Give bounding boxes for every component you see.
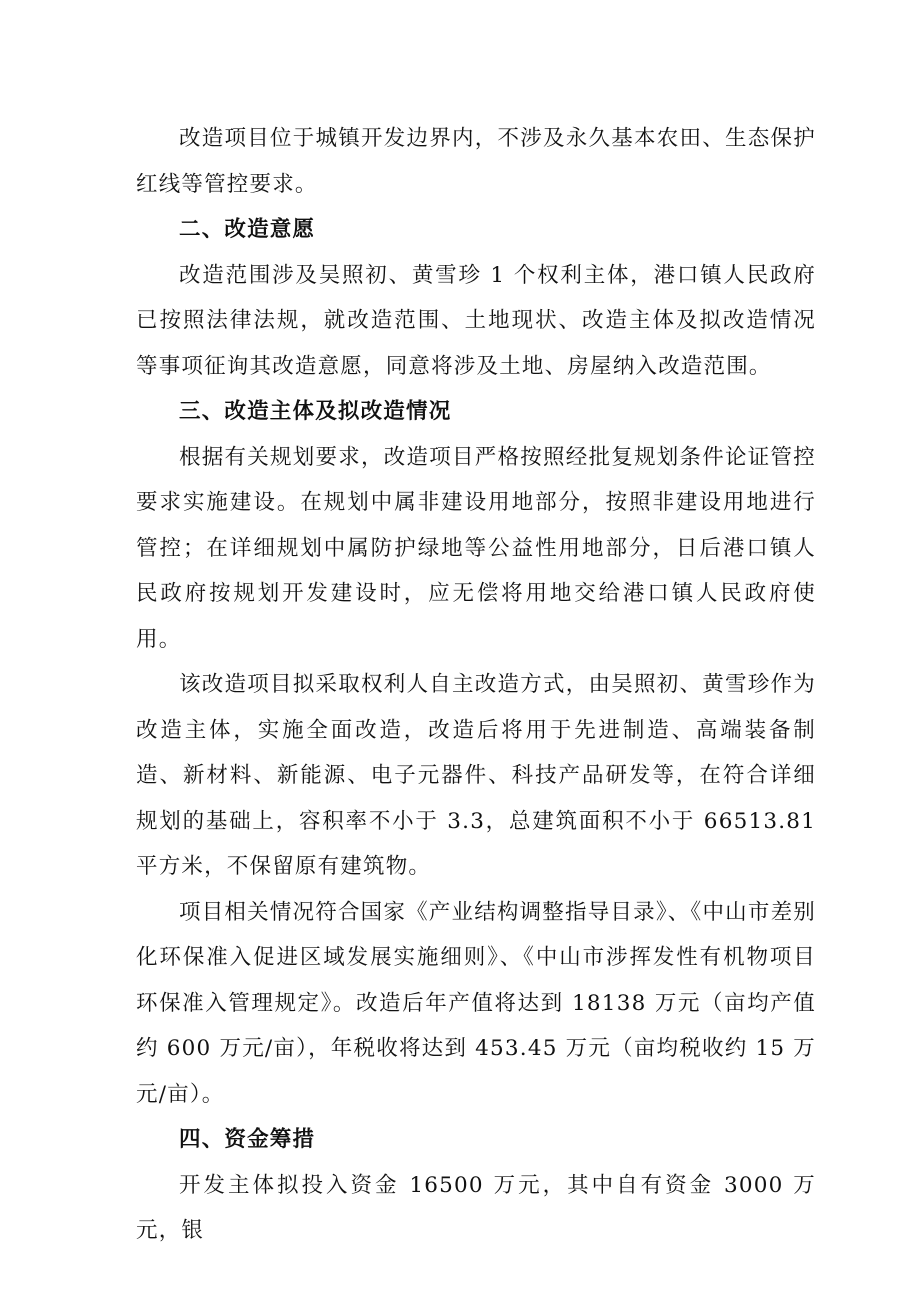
- document-body: [136, 116, 816, 1254]
- section-heading-renovation-subject: 三、改造主体及拟改造情况: [179, 399, 452, 424]
- paragraph-renovation-willingness: 改造范围涉及吴照初、黄雪珍 1 个权利主体，港口镇人民政府已按照法律法规，就改造范围、土地现状、改造主体及拟改造情况等事项征询其改造意愿，同意将涉及土地、房屋纳入改造范围。: [136, 262, 816, 379]
- section-heading-renovation-willingness: 二、改造意愿: [179, 217, 316, 242]
- paragraph-industry-compliance: 项目相关情况符合国家《产业结构调整指导目录》、《中山市差别化环保准入促进区域发展实施细则》、《中山市涉挥发性有机物项目环保准入管理规定》。改造后年产值将达到 18138 万元（亩均产值约 600 万元/亩），年税收将达到 453.45 万元（亩均税收约 15 万元/亩）。: [136, 899, 816, 1107]
- paragraph-planning-boundary: 改造项目位于城镇开发边界内，不涉及永久基本农田、生态保护红线等管控要求。: [136, 126, 816, 197]
- paragraph-planning-requirements: 根据有关规划要求，改造项目严格按照经批复规划条件论证管控要求实施建设。在规划中属非建设用地部分，按照非建设用地进行管控；在详细规划中属防护绿地等公益性用地部分，日后港口镇人民政府按规划开发建设时，应无偿将用地交给港口镇人民政府使用。: [136, 444, 816, 652]
- paragraph-funding: 开发主体拟投入资金 16500 万元，其中自有资金 3000 万元，银: [136, 1172, 816, 1243]
- section-heading-funding: 四、资金筹措: [179, 1127, 316, 1152]
- paragraph-renovation-method: 该改造项目拟采取权利人自主改造方式，由吴照初、黄雪珍作为改造主体，实施全面改造，改造后将用于先进制造、高端装备制造、新材料、新能源、电子元器件、科技产品研发等，在符合详细规划的基础上，容积率不小于 3.3，总建筑面积不小于 66513.81 平方米，不保留原有建筑物。: [136, 672, 816, 879]
